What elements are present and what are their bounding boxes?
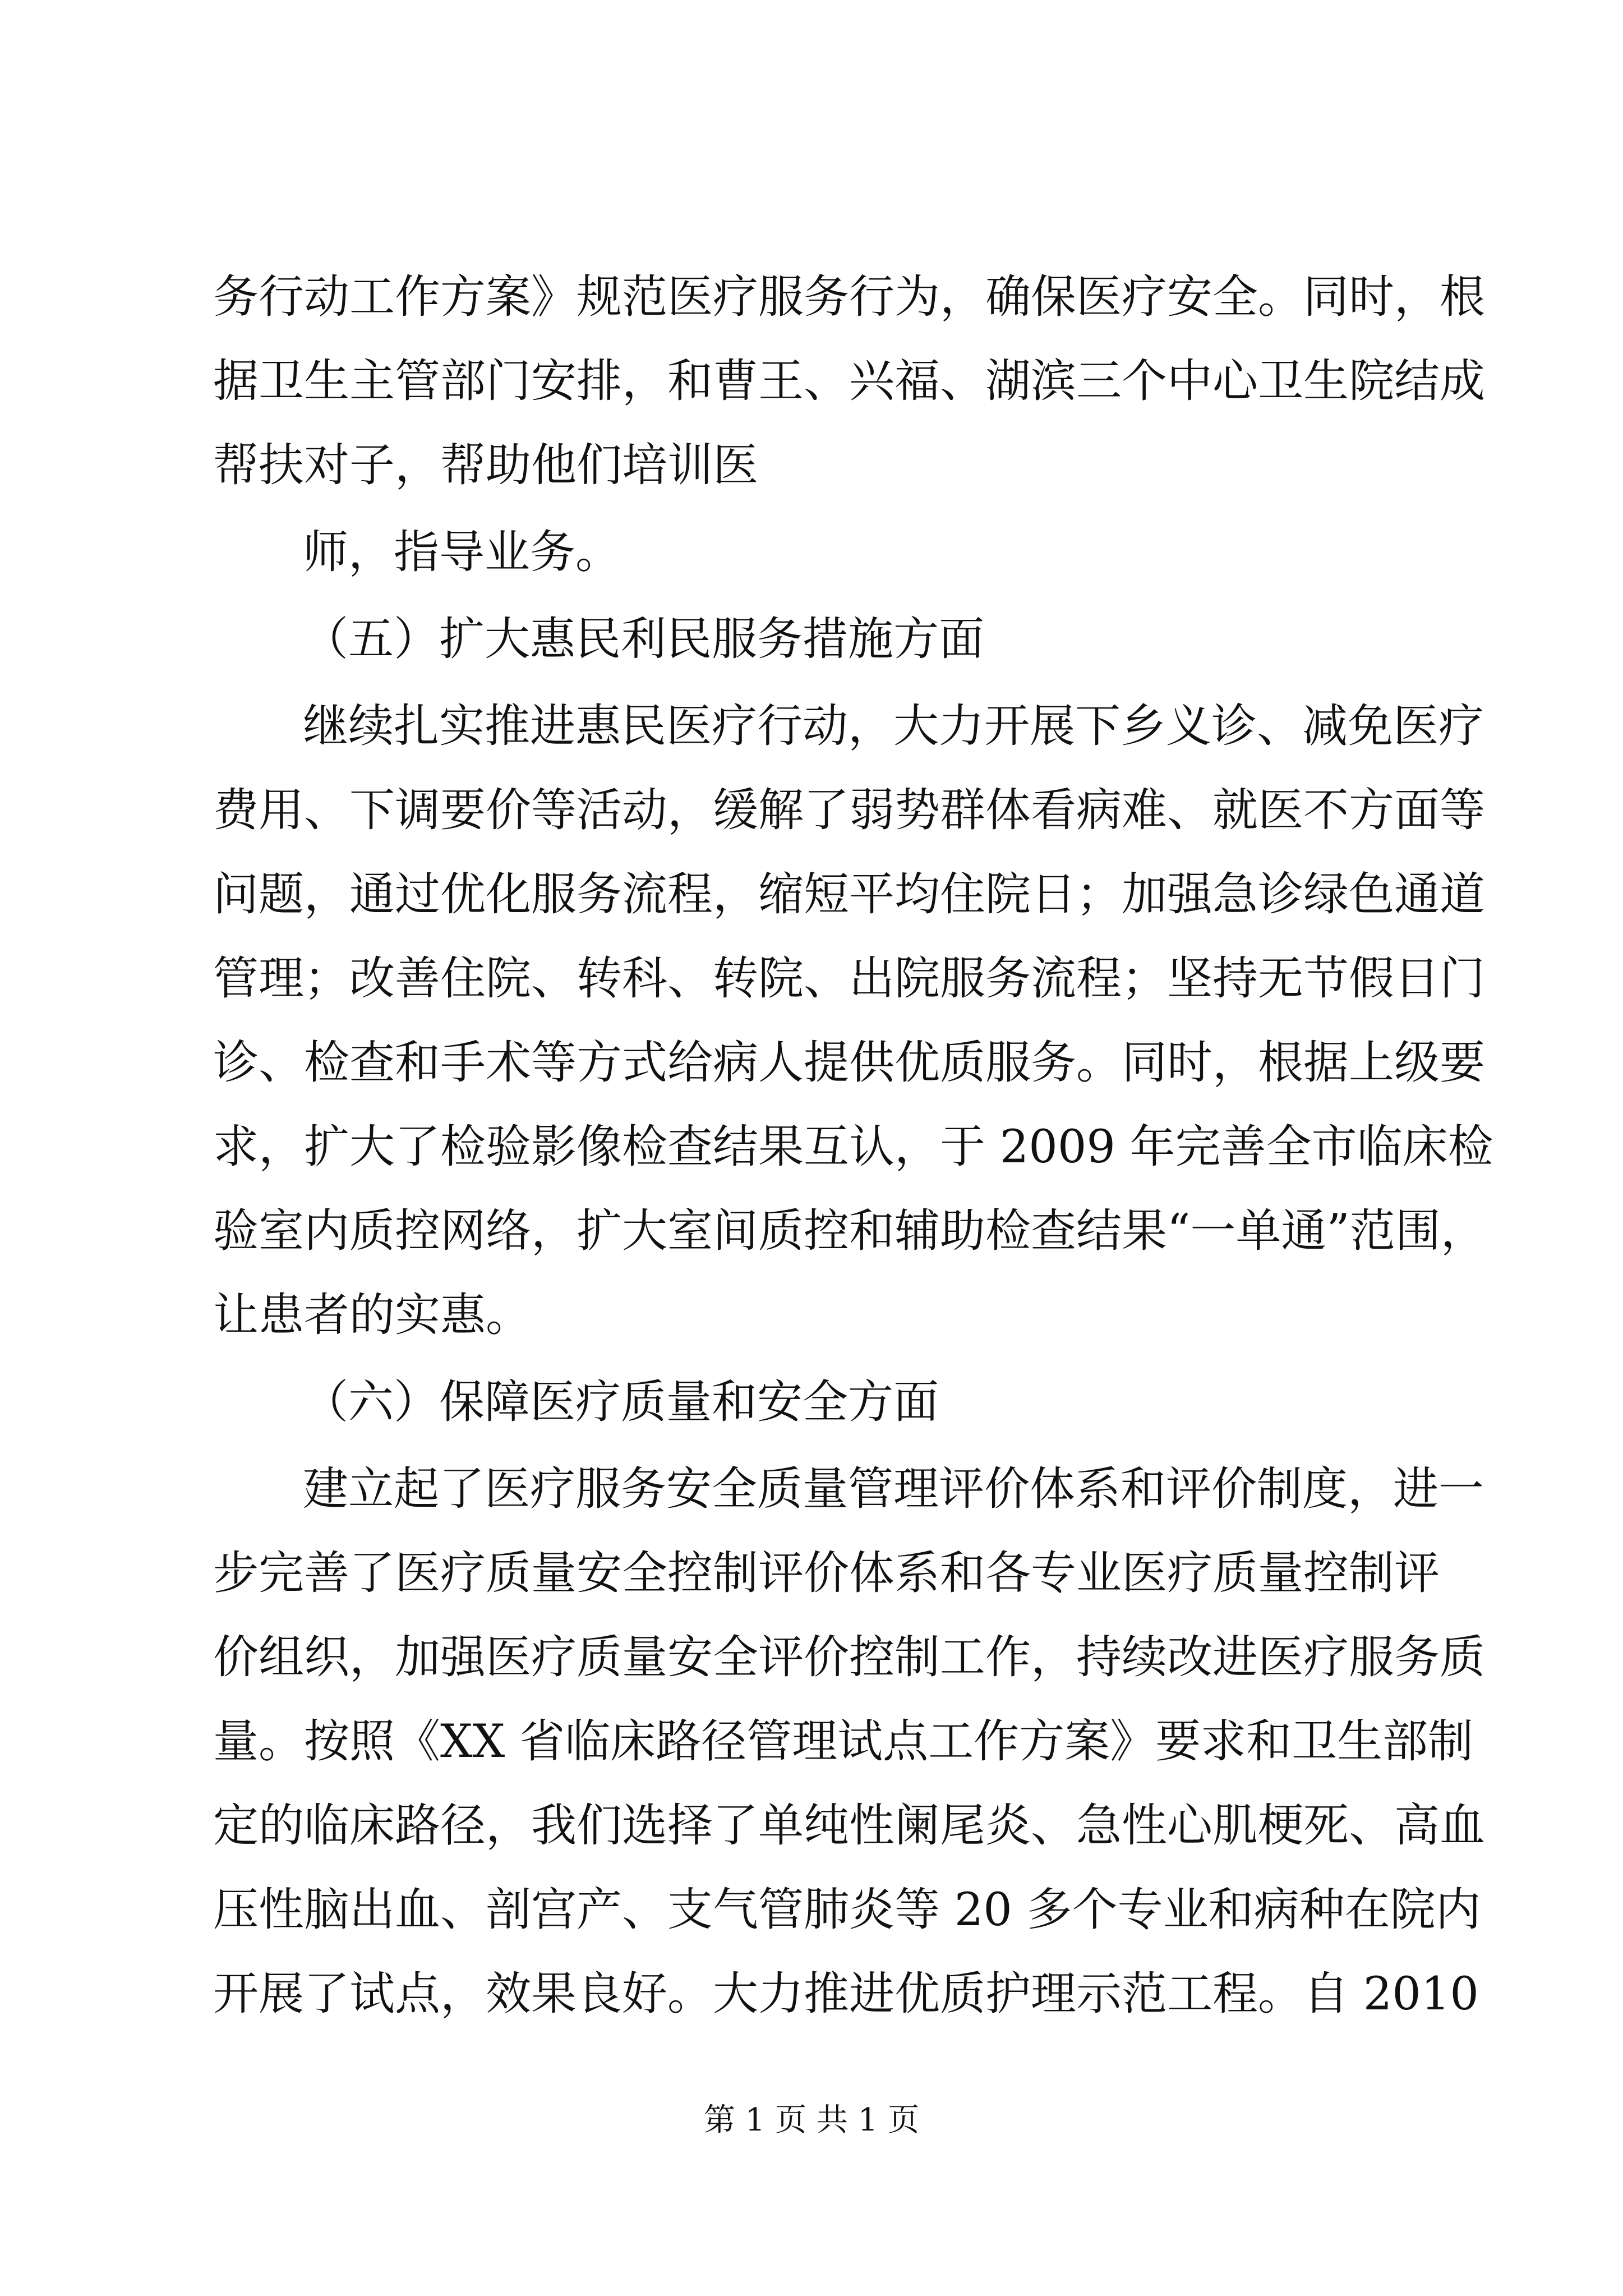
text-line: 求，扩大了检验影像检查结果互认，于 2009 年完善全市临床检 bbox=[213, 1121, 1493, 1174]
text-line: 让患者的实惠。 bbox=[213, 1289, 532, 1342]
text-line: 帮扶对子，帮助他们培训医 bbox=[213, 439, 759, 492]
text-line: 诊、检查和手术等方式给病人提供优质服务。同时，根据上级要 bbox=[213, 1037, 1486, 1089]
text-line: 价组织，加强医疗质量安全评价控制工作，持续改进医疗服务质 bbox=[213, 1631, 1486, 1684]
section-heading: （六）保障医疗质量和安全方面 bbox=[303, 1376, 939, 1429]
text-line: 继续扎实推进惠民医疗行动，大力开展下乡义诊、减免医疗 bbox=[303, 700, 1484, 753]
text-line: 师，指导业务。 bbox=[303, 526, 621, 579]
text-line: 步完善了医疗质量安全控制评价体系和各专业医疗质量控制评 bbox=[213, 1547, 1440, 1600]
page-footer: 第 1 页 共 1 页 bbox=[703, 2102, 920, 2138]
text-line: 费用、下调要价等活动，缓解了弱势群体看病难、就医不方面等 bbox=[213, 784, 1486, 837]
text-line: 建立起了医疗服务安全质量管理评价体系和评价制度，进一 bbox=[303, 1463, 1484, 1516]
text-line: 开展了试点，效果良好。大力推进优质护理示范工程。自 2010 bbox=[213, 1968, 1479, 2021]
text-line: 问题，通过优化服务流程，缩短平均住院日；加强急诊绿色通道 bbox=[213, 868, 1486, 921]
text-line: 管理；改善住院、转科、转院、出院服务流程；坚持无节假日门 bbox=[213, 953, 1486, 1005]
text-line: 务行动工作方案》规范医疗服务行为，确保医疗安全。同时，根 bbox=[213, 271, 1486, 324]
text-line: 压性脑出血、剖宫产、支气管肺炎等 20 多个专业和病种在院内 bbox=[213, 1884, 1481, 1936]
text-line: 验室内质控网络，扩大室间质控和辅助检查结果“一单通”范围， bbox=[213, 1205, 1486, 1258]
text-line: 量。按照《XX 省临床路径管理试点工作方案》要求和卫生部制 bbox=[213, 1715, 1474, 1768]
text-line: 定的临床路径，我们选择了单纯性阑尾炎、急性心肌梗死、高血 bbox=[213, 1800, 1486, 1852]
section-heading: （五）扩大惠民利民服务措施方面 bbox=[303, 613, 985, 666]
text-line: 据卫生主管部门安排，和曹王、兴福、湖滨三个中心卫生院结成 bbox=[213, 355, 1486, 408]
